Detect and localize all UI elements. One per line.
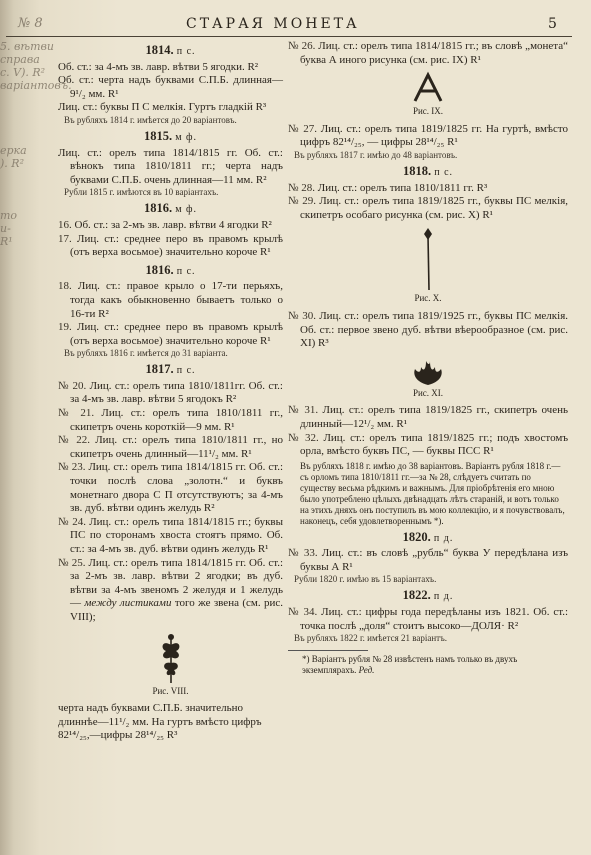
entry-text: Лиц. ст.: орелъ типа 1819/1825 гг. На гуртѣ, вмѣсто цифръ 82¹⁴/₂₅, — цифры 28¹⁴/₂₅ bbox=[300, 122, 568, 149]
rarity-mark: R¹ bbox=[342, 560, 353, 573]
footnote-rule bbox=[288, 650, 368, 651]
figure-caption: Рис. XI. bbox=[412, 387, 444, 398]
rarity-mark: R² bbox=[203, 502, 215, 515]
entry-number: 16. bbox=[58, 218, 72, 231]
variant-entry bbox=[288, 195, 568, 222]
year-heading bbox=[288, 531, 568, 546]
entry-text: Лиц. ст.: въ словѣ „рубль“ буква У передѣлана изъ буквы А bbox=[300, 547, 569, 573]
year-label: 1818. bbox=[402, 163, 432, 178]
entry-text: Об. ст.: черта надъ буквами С.П.Б. длинная—9¹/₂ мм. bbox=[58, 74, 283, 100]
entry-text: Лиц. ст.: орелъ типа 1810/1811 гг., скипетръ очень короткiй—9 мм. bbox=[70, 407, 284, 433]
rarity-mark: R² bbox=[225, 393, 237, 406]
variant-entry bbox=[288, 606, 568, 633]
entry-number: № 29. bbox=[288, 195, 316, 208]
year-label: 1816. bbox=[145, 262, 174, 277]
mint-mark: м ф. bbox=[175, 204, 198, 216]
rarity-mark: R¹ bbox=[260, 246, 271, 259]
figure-caption: Рис. X. bbox=[414, 293, 442, 304]
rarity-mark: R¹ bbox=[470, 53, 481, 66]
figure bbox=[58, 629, 283, 699]
left-column bbox=[58, 40, 283, 743]
entry-text: Лиц. ст.: орелъ типа 1814/1815 гг.; въ словѣ „монета“ буква А иного рисунка (см. рис. IX) bbox=[300, 40, 569, 66]
commentary-note: Въ рубляхъ 1818 г. имѣю до 38 варiантовъ. Варiантъ рубля 1818 г.—съ орломъ типа 1810/1811 гг.—за № 28, слѣдуетъ считать по существу весьма рѣдкимъ и важнымъ. Для прiобрѣтенiя его мною было употреблено цѣлыхъ двѣнадцать лѣтъ старанiй, и вотъ только на этихъ дняхъ онъ поступилъ въ мою коллекцiю, и я почувствовалъ, наконецъ, себя удовлетвореннымъ *). bbox=[300, 460, 565, 526]
entry-number: № 21. bbox=[58, 407, 95, 420]
entry-text: Лиц. ст.: среднее перо въ правомъ крылѣ (отъ верха восьмое) значительно короче bbox=[70, 321, 284, 347]
entry-number: № 20. bbox=[58, 379, 87, 392]
variant-entry bbox=[58, 380, 283, 407]
footnote bbox=[288, 654, 568, 676]
variant-entry bbox=[288, 182, 568, 196]
rarity-mark: R² bbox=[261, 218, 272, 231]
entry-text: Лиц. ст.: орелъ типа 1814/1815 гг.; буквы ПС по сторонамъ хвоста стоятъ прямо. Об. ст.: за 4-мъ зв. дуб. вѣтви одинъ желудь bbox=[70, 515, 284, 555]
entry-text: Об. ст.: за 4-мъ зв. лавр. вѣтви 5 ягодки. bbox=[58, 60, 248, 73]
entry-number: № 32. bbox=[288, 431, 319, 444]
entry-text: Лиц. ст.: орелъ типа 1814/1815 гг. Об. ст.: за 2-мъ зв. лавр. вѣтви 2 ягодки; въ дуб. вѣтви за 4-мъ звеномъ 2 желудя и 1 желудь — bbox=[70, 556, 283, 610]
variant-entry bbox=[288, 310, 568, 351]
entry-text-after: того же звена (см. рис. VIII); bbox=[70, 597, 284, 623]
variant-count-note: Въ рубляхъ 1816 г. имѣется до 31 варiанта. bbox=[64, 348, 228, 359]
entry-text: черта надъ буквами С.П.Б. значительно длиннѣе—11¹/₂ мм. На гуртъ вмѣсто цифръ 82¹⁴/₂₅,—цифры 28¹⁴/₂₅ bbox=[58, 702, 262, 742]
right-column bbox=[288, 40, 568, 676]
variant-entry bbox=[288, 547, 568, 574]
scepter-icon bbox=[288, 226, 568, 292]
mint-mark: п д. bbox=[433, 532, 454, 544]
entry-number: № 33. bbox=[288, 547, 318, 560]
figure bbox=[288, 71, 568, 119]
year-label: 1817. bbox=[145, 362, 174, 377]
variant-entry bbox=[288, 123, 568, 150]
rarity-mark: R¹ bbox=[482, 208, 493, 221]
entry-number: 17. bbox=[58, 232, 72, 245]
variant-count-note: Рубли 1815 г. имѣются въ 10 варiантахъ. bbox=[64, 187, 219, 198]
header-rule bbox=[6, 36, 572, 37]
figure-caption: Рис. VIII. bbox=[152, 685, 189, 696]
variant-entry bbox=[58, 233, 283, 260]
entry-text: Лиц. ст.: орелъ типа 1819/1825 гг.; подъ хвостомъ орла, вмѣсто буквъ ПС, — буквы ПСС bbox=[300, 431, 569, 458]
entry-number: № 28. bbox=[288, 181, 315, 194]
mint-mark: п с. bbox=[176, 265, 196, 277]
entry-text: Лиц. ст.: орелъ типа 1810/1811гг. Об. ст.: за 4-мъ зв. лавр. вѣтви 5 ягодокъ bbox=[70, 379, 283, 406]
entry-number: № 26. bbox=[288, 40, 316, 52]
year-heading bbox=[58, 130, 283, 145]
entry-text: Лиц. ст.: орелъ типа 1810/1811 гг., но скипетръ очень длинный—11¹/₂ мм. bbox=[70, 434, 284, 460]
entry-text: Лиц. ст.: орелъ типа 1819/1825 гг., буквы ПС мелкiя, скипетръ особаго рисунка (см. рис. X) bbox=[300, 195, 568, 221]
variant-entry bbox=[58, 461, 283, 515]
rarity-mark: R¹ bbox=[107, 87, 119, 100]
entry-number: 19. bbox=[58, 321, 72, 334]
entry-text: Лиц. ст.: орелъ типа 1810/1811 гг. bbox=[317, 181, 477, 194]
variant-count-note: Въ рубляхъ 1817 г. имѣю до 48 варiантовъ. bbox=[294, 149, 458, 160]
rarity-mark: R¹ bbox=[257, 543, 269, 555]
year-heading bbox=[58, 363, 283, 378]
mint-mark: м ф. bbox=[175, 131, 198, 143]
year-heading bbox=[58, 202, 283, 217]
entry-number: № 22. bbox=[58, 434, 90, 447]
variant-entry bbox=[58, 516, 283, 557]
footnote-signature: Ред. bbox=[358, 665, 375, 676]
rarity-mark: R¹ bbox=[241, 447, 252, 460]
year-label: 1822. bbox=[402, 588, 431, 603]
variant-entry bbox=[58, 101, 283, 115]
entry-continuation bbox=[58, 702, 283, 743]
variant-entry bbox=[288, 40, 568, 67]
mint-mark: п с. bbox=[176, 365, 196, 377]
entry-text: Лиц. ст.: цифры года передѣланы изъ 1821. Об. ст.: точка послѣ „доля“ стоитъ высоко—ДОЛЯ· bbox=[300, 606, 569, 632]
left-page-number: № 8 bbox=[18, 16, 43, 31]
entry-number: № 31. bbox=[288, 404, 319, 417]
variant-count-note: Въ рубляхъ 1814 г. имѣется до 20 варiантовъ. bbox=[64, 114, 237, 125]
entry-text: Лиц. ст.: среднее перо въ правомъ крылѣ (отъ верха восьмое) значительно короче bbox=[70, 232, 284, 259]
rarity-mark: R² bbox=[255, 173, 267, 186]
mint-mark: п с. bbox=[176, 46, 196, 57]
emphasis bbox=[84, 597, 171, 609]
variant-entry bbox=[58, 280, 283, 321]
variant-entry bbox=[288, 432, 568, 459]
rarity-mark: R² bbox=[98, 307, 109, 320]
rarity-mark: R¹ bbox=[483, 445, 494, 458]
rarity-mark: R³ bbox=[166, 729, 178, 742]
variant-entry bbox=[58, 321, 283, 348]
running-title: СТАРАЯ МОНЕТА bbox=[186, 16, 360, 32]
rarity-mark: R¹ bbox=[396, 417, 408, 430]
year-label: 1820. bbox=[402, 529, 431, 544]
rarity-mark: R³ bbox=[476, 181, 488, 194]
oak-sprig-icon bbox=[58, 629, 283, 685]
entry-text: Лиц. ст.: буквы П С мелкiя. Гуртъ гладкiй bbox=[58, 101, 256, 114]
page-number: 5 bbox=[548, 16, 557, 32]
entry-text: Лиц. ст.: орелъ типа 1814/1815 гг. Об. ст.: вѣнокъ типа 1810/1811 гг.; черта надъ буквами С.П.Б. очень длинная—11 мм. bbox=[58, 146, 283, 186]
figure-caption: Рис. IX. bbox=[412, 106, 444, 117]
entry-text: Лиц. ст.: орелъ типа 1819/1825 гг., скипетръ очень длинный—12¹/₂ мм. bbox=[300, 404, 568, 430]
variant-entry bbox=[58, 434, 283, 461]
variant-entry bbox=[58, 61, 283, 75]
year-heading bbox=[288, 165, 568, 180]
rarity-mark: R² bbox=[507, 619, 519, 632]
entry-text: Лиц. ст.: правое крыло о 17-ти перьяхъ, тогда какъ обыкновенно бываетъ только о 16-ти bbox=[70, 280, 283, 320]
year-label: 1814. bbox=[145, 43, 174, 57]
entry-number: № 23. bbox=[58, 461, 86, 474]
year-heading bbox=[288, 589, 568, 604]
variant-count-note: Въ рубляхъ 1822 г. имѣется 21 варiантъ. bbox=[294, 633, 447, 644]
figure bbox=[288, 226, 568, 306]
fan-leaf-icon bbox=[288, 355, 568, 387]
variant-entry bbox=[288, 404, 568, 431]
variant-entry bbox=[58, 74, 283, 101]
entry-number: № 25. bbox=[58, 556, 86, 569]
year-heading bbox=[58, 264, 283, 279]
gutter-bleed-text: 5. вѣтви справа с. V). R² варiантовъ. ерка ). R² то и- R¹ bbox=[0, 40, 72, 248]
variant-entry bbox=[58, 219, 283, 233]
emphasis-text: между листиками bbox=[84, 597, 172, 610]
variant-entry bbox=[58, 147, 283, 188]
rarity-mark: R² bbox=[247, 60, 259, 73]
variant-entry bbox=[58, 407, 283, 434]
entry-text: Об. ст.: за 2-мъ зв. лавр. вѣтви 4 ягодки bbox=[74, 218, 262, 231]
variant-entry bbox=[58, 557, 283, 625]
rarity-mark: R¹ bbox=[223, 420, 235, 433]
entry-number: № 34. bbox=[288, 606, 318, 619]
year-label: 1815. bbox=[143, 128, 173, 143]
rarity-mark: R¹ bbox=[260, 334, 271, 347]
letter-a-glyph-icon bbox=[288, 71, 568, 105]
entry-number: № 27. bbox=[288, 122, 317, 135]
mint-mark: п д. bbox=[433, 591, 454, 603]
entry-number: № 24. bbox=[58, 515, 86, 528]
mint-mark: п с. bbox=[434, 166, 454, 178]
footnote-signature-wrap bbox=[359, 665, 375, 675]
variant-count-note: Рубли 1820 г. имѣю въ 15 варiантахъ. bbox=[294, 574, 437, 585]
rarity-mark: R³ bbox=[255, 101, 267, 114]
footnote-text: *) Варiантъ рубля № 28 извѣстенъ намъ только въ двухъ экземплярахъ. bbox=[302, 654, 518, 676]
year-label: 1816. bbox=[143, 201, 173, 216]
figure bbox=[288, 355, 568, 401]
entry-number: 18. bbox=[58, 280, 72, 293]
entry-text: Лиц. ст.: орелъ типа 1819/1925 гг., буквы ПС мелкiя. Об. ст.: первое звено дуб. вѣтви вѣерообразное (см. рис. XI) bbox=[300, 309, 568, 350]
rarity-mark: R³ bbox=[318, 337, 329, 350]
entry-number: № 30. bbox=[288, 309, 316, 322]
rarity-mark: R¹ bbox=[447, 136, 458, 149]
entry-text: Лиц. ст.: орелъ типа 1814/1815 гг. Об. ст.: точки послѣ слова „золотн.“ и буквъ монетнаго двора С П отсутствуютъ; за 4-мъ зв. дуб. вѣтви одинъ желудь bbox=[70, 461, 283, 515]
year-heading bbox=[58, 44, 283, 59]
